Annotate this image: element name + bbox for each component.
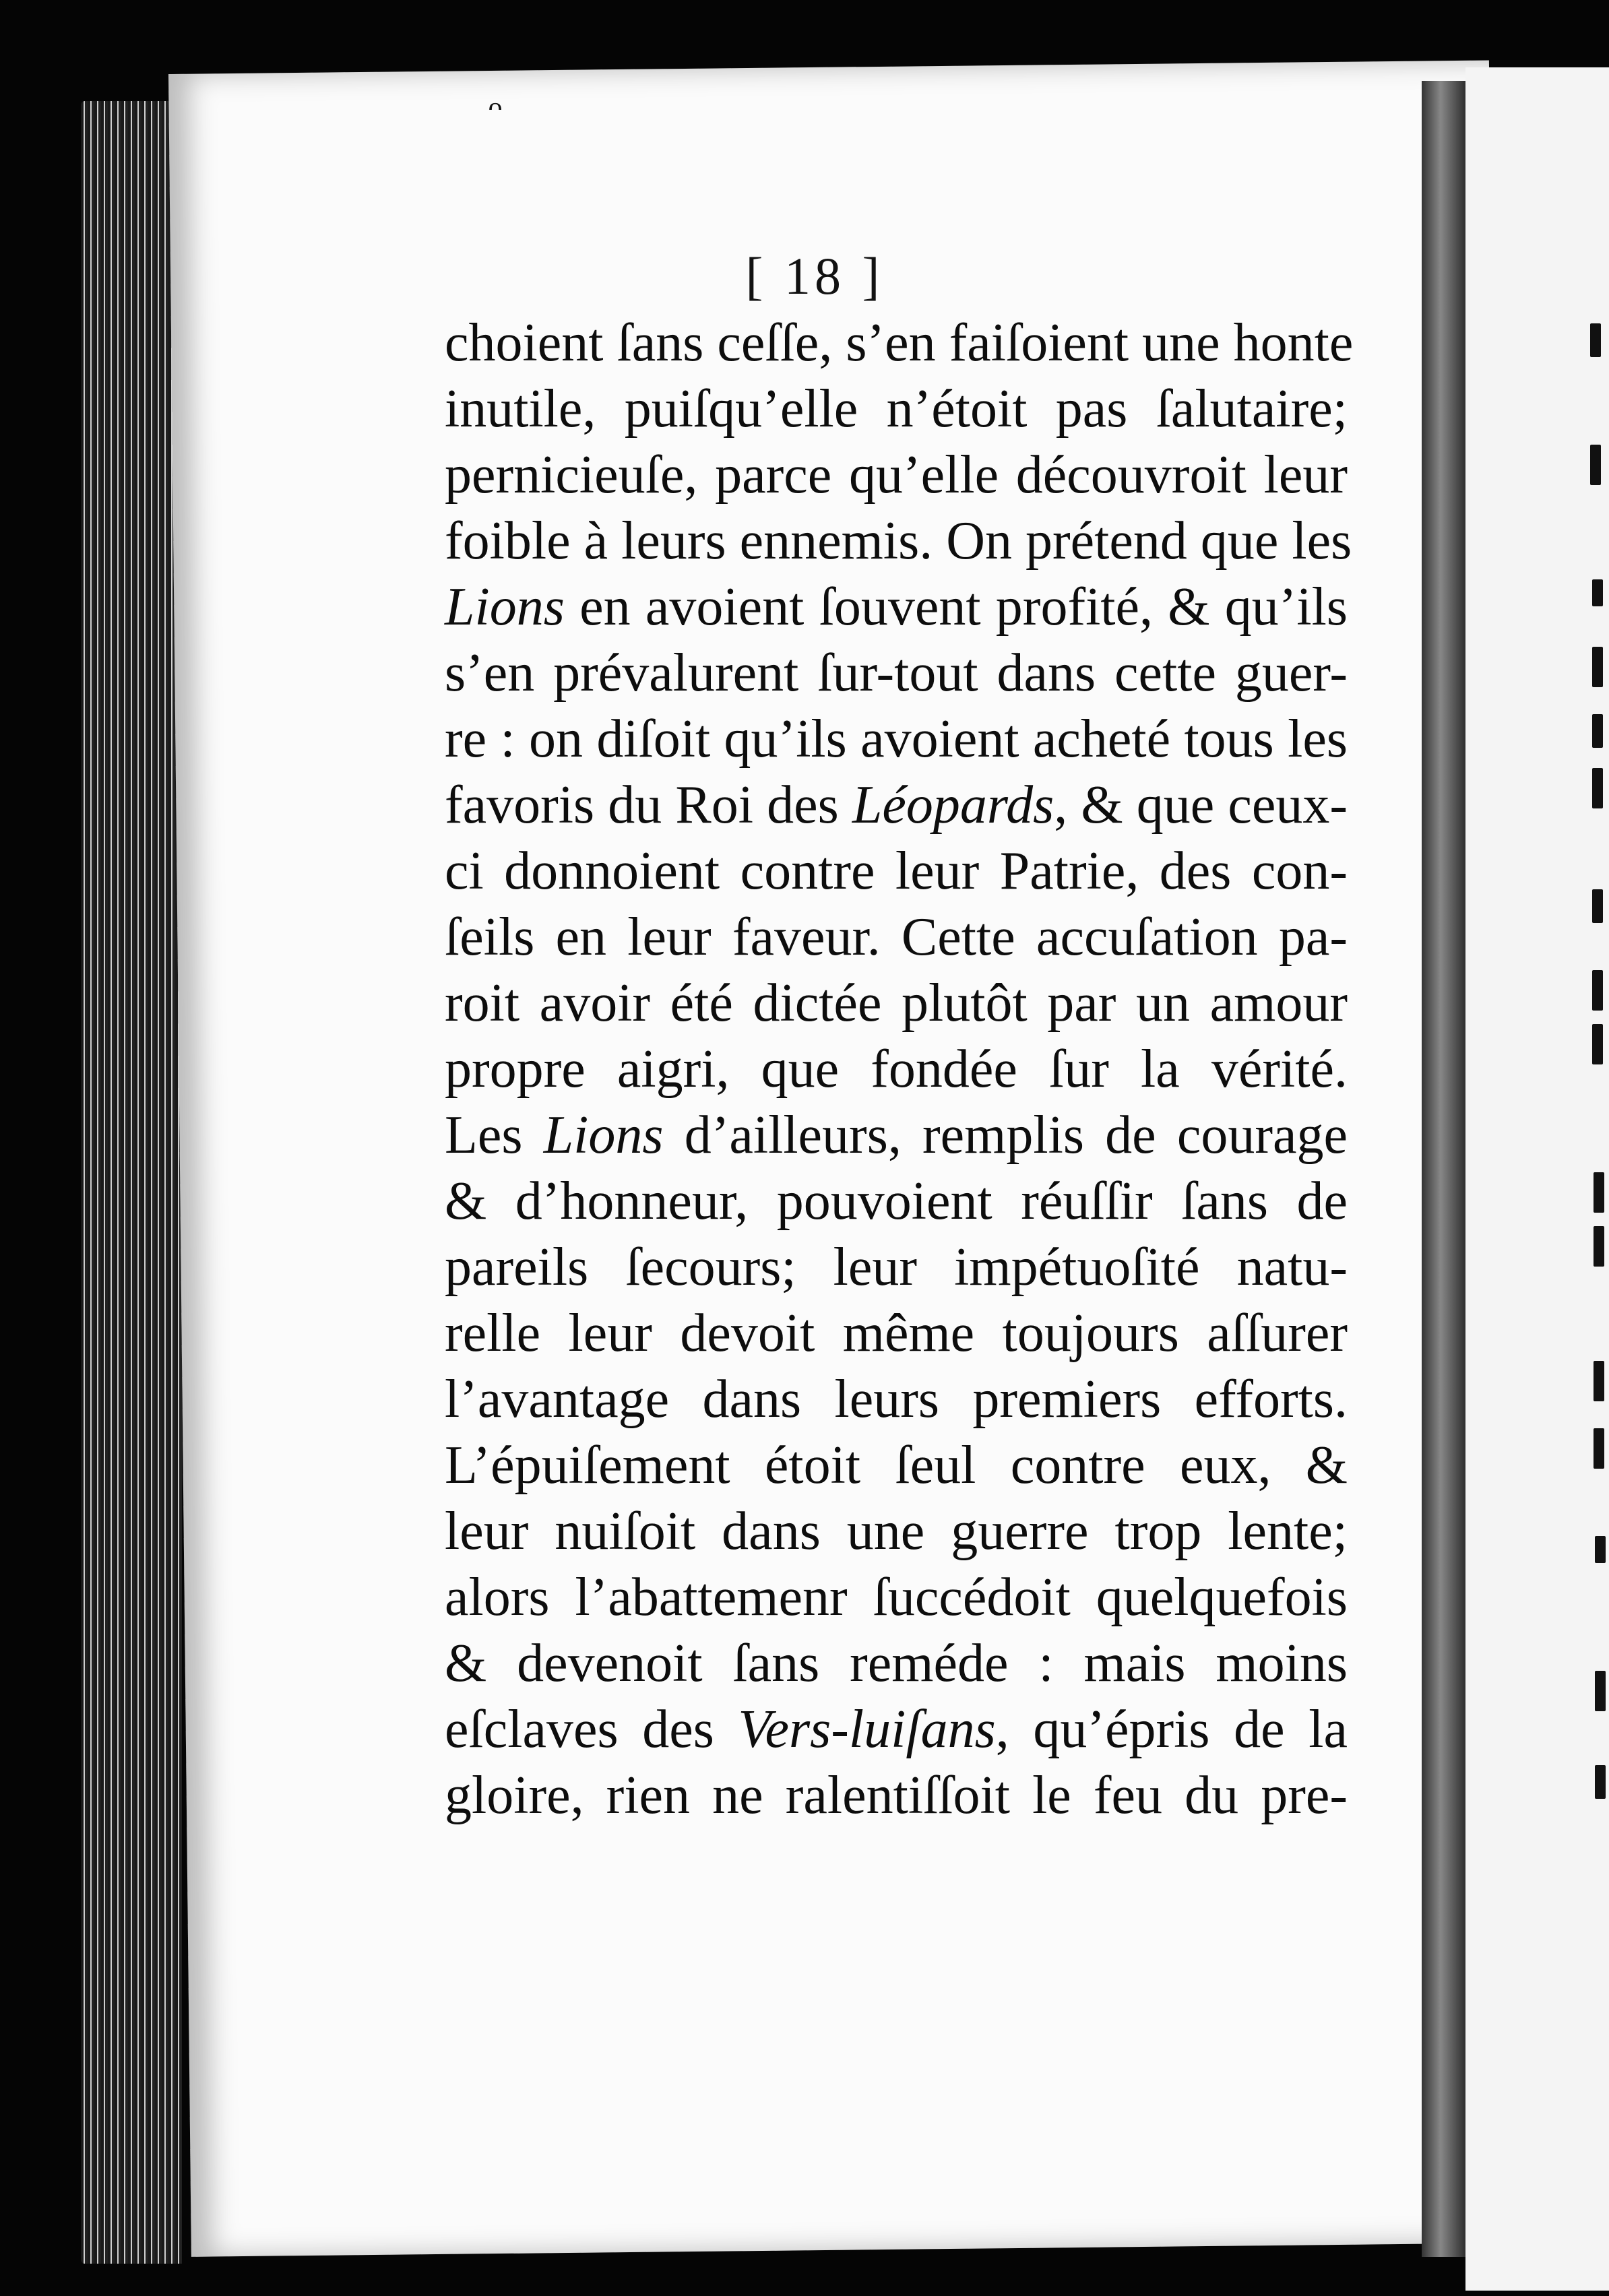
text-run: Les — [445, 1106, 544, 1165]
text-run: , qu’épris de la — [995, 1700, 1348, 1759]
text-run: re : on diſoit qu’ils avoient acheté tous les — [445, 709, 1348, 769]
facing-glyph — [1592, 768, 1603, 808]
facing-page — [1465, 67, 1609, 2291]
text-run: l’avantage dans leurs premiers efforts. — [445, 1370, 1348, 1429]
italic-term: Léopards — [852, 775, 1054, 835]
facing-glyph — [1590, 323, 1601, 357]
text-line — [445, 1498, 1348, 1564]
text-line — [445, 1696, 1348, 1762]
text-line — [445, 1366, 1348, 1432]
text-line — [445, 1630, 1348, 1696]
text-run: L’épuiſement étoit ſeul contre eux, & — [445, 1436, 1348, 1495]
text-run: relle leur devoit même toujours aſſurer — [445, 1304, 1348, 1363]
text-run: ci donnoient contre leur Patrie, des con- — [445, 841, 1348, 901]
italic-term: Lions — [445, 577, 565, 637]
facing-glyph — [1590, 445, 1601, 485]
page-edges — [81, 101, 182, 2264]
italic-term: Lions — [543, 1106, 664, 1165]
text-line — [445, 442, 1348, 508]
text-run: en avoient ſouvent profité, & qu’ils — [564, 577, 1348, 637]
text-run: roit avoir été dictée plutôt par un amour — [445, 974, 1348, 1033]
text-run: propre aigri, que fondée ſur la vérité. — [445, 1040, 1348, 1099]
text-run: ſeils en leur faveur. Cette accuſation pa- — [445, 907, 1348, 967]
text-run: inutile, puiſqu’elle n’étoit pas ſalutaire; — [445, 379, 1348, 439]
text-run: s’en prévalurent ſur-tout dans cette guer- — [445, 643, 1348, 703]
facing-glyph — [1592, 889, 1603, 923]
text-line — [445, 1168, 1348, 1234]
facing-glyph — [1594, 1361, 1604, 1401]
text-run: leur nuiſoit dans une guerre trop lente; — [445, 1502, 1348, 1561]
text-run: & d’honneur, pouvoient réuſſir ſans de — [445, 1172, 1348, 1231]
text-run: d’ailleurs, remplis de courage — [663, 1106, 1348, 1165]
text-line — [445, 1564, 1348, 1630]
facing-glyph — [1595, 1671, 1606, 1711]
text-line — [445, 508, 1352, 574]
text-run: choient ſans ceſſe, s’en faiſoient une honte — [445, 313, 1354, 373]
body-text — [445, 310, 1354, 1828]
text-line — [445, 706, 1348, 772]
text-line — [445, 376, 1348, 442]
text-run: pareils ſecours; leur impétuoſité natu- — [445, 1238, 1348, 1297]
text-run: foible à leurs ennemis. On prétend que les — [445, 511, 1352, 571]
page-number-header — [0, 246, 1609, 307]
facing-glyph — [1594, 1172, 1604, 1213]
text-line — [445, 970, 1348, 1036]
facing-glyph — [1592, 647, 1603, 687]
text-line — [445, 1432, 1348, 1498]
text-run: , & que ceux- — [1054, 775, 1348, 835]
text-line — [445, 1102, 1348, 1168]
facing-glyph — [1592, 1024, 1603, 1064]
text-line — [445, 1036, 1348, 1102]
facing-glyph — [1595, 1536, 1606, 1563]
text-line — [445, 904, 1348, 970]
text-line — [445, 772, 1348, 838]
text-run: pernicieuſe, parce qu’elle découvroit leur — [445, 445, 1348, 505]
text-run: alors l’abattemenr ſuccédoit quelquefois — [445, 1568, 1348, 1627]
text-run: eſclaves des — [445, 1700, 738, 1759]
facing-glyph — [1594, 1428, 1604, 1469]
text-line — [445, 1234, 1348, 1300]
text-line — [445, 1762, 1348, 1828]
facing-glyph — [1595, 1765, 1606, 1799]
text-line — [445, 838, 1348, 904]
text-run: favoris du Roi des — [445, 775, 852, 835]
book-gutter — [1422, 81, 1469, 2257]
facing-glyph — [1592, 970, 1603, 1011]
text-line — [445, 1300, 1348, 1366]
text-run: gloire, rien ne ralentiſſoit le feu du pre- — [445, 1766, 1348, 1825]
facing-glyph — [1592, 579, 1603, 606]
text-line — [445, 310, 1354, 376]
text-line — [445, 640, 1348, 706]
text-line — [445, 574, 1348, 640]
page-top-mark: ᵔ — [488, 88, 503, 140]
facing-glyph — [1592, 714, 1603, 748]
text-run: & devenoit ſans reméde : mais moins — [445, 1634, 1348, 1693]
page-number: [ 18 ] — [745, 247, 884, 305]
facing-glyph — [1594, 1226, 1604, 1267]
italic-term: Vers-luiſans — [738, 1700, 996, 1759]
